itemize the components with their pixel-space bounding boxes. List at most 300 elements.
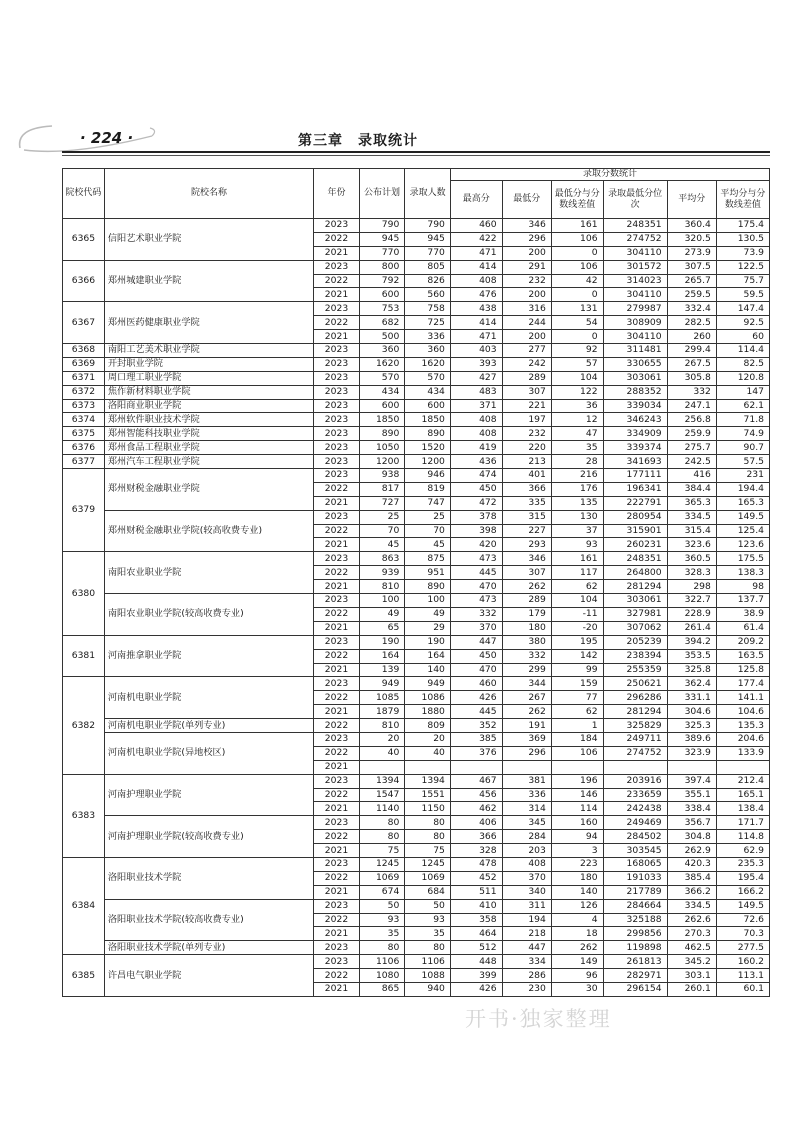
min-rank-cell: 308909 [603,316,667,330]
admitted-cell: 758 [405,302,451,316]
school-code-cell: 6381 [63,635,105,677]
avg-score-cell: 265.7 [667,274,716,288]
admitted-cell: 35 [405,927,451,941]
avg-score-cell: 356.7 [667,816,716,830]
min-rank-cell: 304110 [603,330,667,344]
school-name-cell: 洛阳职业技术学院(较高收费专业) [104,899,313,941]
admitted-cell: 336 [405,330,451,344]
min-diff-cell: 262 [551,941,603,955]
avg-diff-cell: 166.2 [716,885,769,899]
plan-cell: 360 [359,344,405,358]
year-cell: 2023 [314,219,360,233]
school-name-cell: 南阳农业职业学院(较高收费专业) [104,594,313,636]
min-score-cell: 296 [502,746,551,760]
max-score-cell: 460 [450,677,502,691]
plan-cell: 949 [359,677,405,691]
col-header-name: 院校名称 [104,169,313,219]
year-cell: 2023 [314,510,360,524]
min-diff-cell: 176 [551,482,603,496]
admitted-cell: 790 [405,219,451,233]
school-name-cell: 河南机电职业学院 [104,677,313,719]
admitted-cell: 190 [405,635,451,649]
admitted-cell: 49 [405,607,451,621]
plan-cell: 865 [359,982,405,996]
min-score-cell: 242 [502,357,551,371]
avg-score-cell: 260 [667,330,716,344]
plan-cell: 863 [359,552,405,566]
year-cell: 2021 [314,844,360,858]
max-score-cell: 511 [450,885,502,899]
admitted-cell: 819 [405,482,451,496]
year-cell: 2023 [314,941,360,955]
year-cell: 2021 [314,760,360,774]
school-name-cell: 河南护理职业学院 [104,774,313,816]
year-cell: 2023 [314,344,360,358]
admitted-cell: 946 [405,469,451,483]
avg-diff-cell: 133.9 [716,746,769,760]
min-rank-cell: 242438 [603,802,667,816]
min-diff-cell: 140 [551,885,603,899]
admitted-cell: 80 [405,816,451,830]
min-diff-cell: 142 [551,649,603,663]
table-row [63,899,770,913]
max-score-cell: 410 [450,899,502,913]
table-row [63,552,770,566]
min-rank-cell: 282971 [603,969,667,983]
school-code-cell: 6377 [63,455,105,469]
col-header-avg-diff: 平均分与分数线差值 [716,181,769,219]
min-diff-cell: 28 [551,455,603,469]
school-name-cell: 郑州食品工程职业学院 [104,441,313,455]
min-rank-cell: 119898 [603,941,667,955]
min-diff-cell: 0 [551,246,603,260]
admitted-cell: 945 [405,232,451,246]
table-body [63,219,770,997]
year-cell: 2023 [314,635,360,649]
plan-cell: 1080 [359,969,405,983]
min-rank-cell: 274752 [603,746,667,760]
plan-cell: 45 [359,538,405,552]
avg-score-cell: 332.4 [667,302,716,316]
plan-cell: 80 [359,816,405,830]
avg-score-cell: 365.3 [667,496,716,510]
school-name-cell: 河南推拿职业学院 [104,635,313,677]
max-score-cell: 450 [450,482,502,496]
min-rank-cell: 248351 [603,219,667,233]
max-score-cell: 426 [450,691,502,705]
admitted-cell: 747 [405,496,451,510]
min-score-cell: 340 [502,885,551,899]
avg-diff-cell: 175.4 [716,219,769,233]
min-rank-cell: 238394 [603,649,667,663]
school-code-cell: 6366 [63,260,105,302]
plan-cell: 40 [359,746,405,760]
admitted-cell: 949 [405,677,451,691]
plan-cell: 25 [359,510,405,524]
school-name-cell: 洛阳职业技术学院(单列专业) [104,941,313,955]
max-score-cell: 474 [450,469,502,483]
avg-diff-cell: 147 [716,385,769,399]
max-score-cell: 422 [450,232,502,246]
year-cell: 2022 [314,830,360,844]
min-diff-cell: 196 [551,774,603,788]
avg-score-cell: 299.4 [667,344,716,358]
max-score-cell: 450 [450,649,502,663]
avg-diff-cell: 147.4 [716,302,769,316]
col-header-plan: 公布计划 [359,169,405,219]
col-header-avg: 平均分 [667,181,716,219]
plan-cell: 1394 [359,774,405,788]
table-row [63,816,770,830]
col-header-admitted: 录取人数 [405,169,451,219]
school-code-cell: 6367 [63,302,105,344]
plan-cell: 1200 [359,455,405,469]
admitted-cell: 80 [405,830,451,844]
plan-cell [359,760,405,774]
school-name-cell: 周口理工职业学院 [104,371,313,385]
min-score-cell: 408 [502,857,551,871]
max-score-cell: 476 [450,288,502,302]
admitted-cell: 1200 [405,455,451,469]
avg-diff-cell: 163.5 [716,649,769,663]
avg-score-cell: 362.4 [667,677,716,691]
min-diff-cell: 131 [551,302,603,316]
year-cell: 2023 [314,399,360,413]
min-score-cell: 311 [502,899,551,913]
admitted-cell: 725 [405,316,451,330]
admitted-cell: 29 [405,621,451,635]
avg-score-cell: 353.5 [667,649,716,663]
min-rank-cell: 315901 [603,524,667,538]
min-score-cell: 332 [502,649,551,663]
avg-score-cell: 323.6 [667,538,716,552]
min-diff-cell: 184 [551,732,603,746]
min-rank-cell: 279987 [603,302,667,316]
plan-cell: 1245 [359,857,405,871]
admitted-cell: 570 [405,371,451,385]
year-cell: 2022 [314,607,360,621]
admitted-cell: 70 [405,524,451,538]
admitted-cell: 93 [405,913,451,927]
max-score-cell: 358 [450,913,502,927]
avg-score-cell: 259.5 [667,288,716,302]
col-header-min-rank: 录取最低分位次 [603,181,667,219]
min-diff-cell: 30 [551,982,603,996]
avg-diff-cell: 82.5 [716,357,769,371]
avg-score-cell: 304.8 [667,830,716,844]
avg-diff-cell: 209.2 [716,635,769,649]
max-score-cell: 328 [450,844,502,858]
school-code-cell: 6375 [63,427,105,441]
max-score-cell: 452 [450,871,502,885]
header-rule-thin [62,155,770,156]
year-cell: 2023 [314,774,360,788]
year-cell: 2022 [314,691,360,705]
avg-score-cell: 325.8 [667,663,716,677]
avg-diff-cell: 90.7 [716,441,769,455]
table-row [63,413,770,427]
min-diff-cell: 42 [551,274,603,288]
min-score-cell: 366 [502,482,551,496]
min-rank-cell: 233659 [603,788,667,802]
school-name-cell: 河南机电职业学院(异地校区) [104,732,313,774]
plan-cell: 939 [359,566,405,580]
max-score-cell: 448 [450,955,502,969]
min-score-cell: 227 [502,524,551,538]
max-score-cell: 483 [450,385,502,399]
avg-diff-cell: 57.5 [716,455,769,469]
table-row [63,441,770,455]
table-row [63,219,770,233]
plan-cell: 190 [359,635,405,649]
school-code-cell: 6382 [63,677,105,774]
year-cell: 2022 [314,969,360,983]
school-name-cell: 郑州医药健康职业学院 [104,302,313,344]
avg-diff-cell: 38.9 [716,607,769,621]
plan-cell: 434 [359,385,405,399]
avg-diff-cell: 120.8 [716,371,769,385]
plan-cell: 1085 [359,691,405,705]
admitted-cell: 875 [405,552,451,566]
min-diff-cell: 106 [551,260,603,274]
school-code-cell: 6374 [63,413,105,427]
plan-cell: 80 [359,830,405,844]
min-rank-cell: 346243 [603,413,667,427]
min-diff-cell: 4 [551,913,603,927]
year-cell: 2022 [314,274,360,288]
min-rank-cell: 303545 [603,844,667,858]
year-cell: 2023 [314,413,360,427]
avg-score-cell: 261.4 [667,621,716,635]
max-score-cell: 378 [450,510,502,524]
min-rank-cell: 250621 [603,677,667,691]
page-number: · 224 · [80,129,134,147]
min-rank-cell: 249469 [603,816,667,830]
avg-score-cell: 260.1 [667,982,716,996]
max-score-cell: 427 [450,371,502,385]
min-score-cell: 307 [502,566,551,580]
min-score-cell: 286 [502,969,551,983]
admitted-cell: 684 [405,885,451,899]
min-score-cell: 299 [502,663,551,677]
min-score-cell: 213 [502,455,551,469]
header-rule [62,151,770,153]
min-diff-cell: 180 [551,871,603,885]
table-row [63,357,770,371]
admitted-cell: 805 [405,260,451,274]
avg-score-cell: 338.4 [667,802,716,816]
admitted-cell: 1088 [405,969,451,983]
avg-diff-cell: 73.9 [716,246,769,260]
year-cell: 2021 [314,621,360,635]
year-cell: 2022 [314,649,360,663]
min-rank-cell: 274752 [603,232,667,246]
min-rank-cell: 191033 [603,871,667,885]
min-diff-cell: 159 [551,677,603,691]
admitted-cell: 1069 [405,871,451,885]
min-score-cell: 232 [502,274,551,288]
min-diff-cell: 216 [551,469,603,483]
max-score-cell: 462 [450,802,502,816]
max-score-cell: 456 [450,788,502,802]
avg-diff-cell: 72.6 [716,913,769,927]
col-header-min-diff: 最低分与分数线差值 [551,181,603,219]
min-diff-cell: 93 [551,538,603,552]
admitted-cell: 1245 [405,857,451,871]
plan-cell: 817 [359,482,405,496]
year-cell: 2021 [314,885,360,899]
admitted-cell: 560 [405,288,451,302]
min-rank-cell: 168065 [603,857,667,871]
min-rank-cell: 249711 [603,732,667,746]
school-code-cell: 6368 [63,344,105,358]
min-score-cell: 262 [502,580,551,594]
admitted-cell: 360 [405,344,451,358]
max-score-cell: 393 [450,357,502,371]
min-diff-cell: 77 [551,691,603,705]
table-row [63,594,770,608]
avg-score-cell: 389.6 [667,732,716,746]
min-rank-cell: 217789 [603,885,667,899]
table-row [63,732,770,746]
min-rank-cell: 248351 [603,552,667,566]
plan-cell: 1850 [359,413,405,427]
table-row [63,857,770,871]
min-diff-cell: 149 [551,955,603,969]
avg-score-cell: 331.1 [667,691,716,705]
watermark-text: 开书·独家整理 [465,1007,612,1031]
admitted-cell: 25 [405,510,451,524]
school-name-cell: 河南护理职业学院(较高收费专业) [104,816,313,858]
min-diff-cell: 94 [551,830,603,844]
min-rank-cell: 301572 [603,260,667,274]
min-diff-cell: 104 [551,371,603,385]
admitted-cell: 890 [405,580,451,594]
admitted-cell: 140 [405,663,451,677]
max-score-cell: 467 [450,774,502,788]
min-rank-cell: 284502 [603,830,667,844]
school-name-cell: 南阳工艺美术职业学院 [104,344,313,358]
year-cell: 2023 [314,816,360,830]
school-code-cell: 6372 [63,385,105,399]
avg-diff-cell: 130.5 [716,232,769,246]
max-score-cell: 471 [450,246,502,260]
col-header-min: 最低分 [502,181,551,219]
min-rank-cell: 222791 [603,496,667,510]
max-score-cell: 414 [450,260,502,274]
school-name-cell: 许昌电气职业学院 [104,955,313,997]
avg-diff-cell [716,760,769,774]
min-rank-cell: 196341 [603,482,667,496]
avg-score-cell: 394.2 [667,635,716,649]
avg-diff-cell: 60 [716,330,769,344]
min-diff-cell: 160 [551,816,603,830]
admitted-cell: 890 [405,427,451,441]
table-row [63,260,770,274]
min-score-cell: 346 [502,219,551,233]
admitted-cell: 770 [405,246,451,260]
max-score-cell: 445 [450,705,502,719]
min-score-cell: 200 [502,288,551,302]
admitted-cell: 1551 [405,788,451,802]
avg-score-cell: 304.6 [667,705,716,719]
plan-cell: 65 [359,621,405,635]
year-cell: 2023 [314,857,360,871]
max-score-cell: 408 [450,427,502,441]
plan-cell: 93 [359,913,405,927]
year-cell: 2022 [314,788,360,802]
table-row [63,399,770,413]
min-score-cell: 307 [502,385,551,399]
min-rank-cell: 339374 [603,441,667,455]
table-row [63,385,770,399]
plan-cell: 35 [359,927,405,941]
avg-diff-cell: 165.3 [716,496,769,510]
min-score-cell: 381 [502,774,551,788]
col-header-code: 院校代码 [63,169,105,219]
plan-cell: 753 [359,302,405,316]
school-code-cell: 6383 [63,774,105,857]
min-score-cell: 336 [502,788,551,802]
avg-score-cell: 247.1 [667,399,716,413]
min-score-cell: 197 [502,413,551,427]
plan-cell: 80 [359,941,405,955]
min-score-cell: 369 [502,732,551,746]
school-code-cell: 6369 [63,357,105,371]
max-score-cell: 472 [450,496,502,510]
min-rank-cell: 327981 [603,607,667,621]
school-name-cell: 洛阳职业技术学院 [104,857,313,899]
avg-score-cell: 242.5 [667,455,716,469]
avg-score-cell: 228.9 [667,607,716,621]
year-cell: 2022 [314,524,360,538]
admitted-cell: 1086 [405,691,451,705]
year-cell: 2021 [314,246,360,260]
admitted-cell: 1850 [405,413,451,427]
avg-score-cell: 355.1 [667,788,716,802]
min-diff-cell: 92 [551,344,603,358]
school-code-cell: 6376 [63,441,105,455]
year-cell: 2021 [314,705,360,719]
plan-cell: 810 [359,580,405,594]
min-diff-cell: 122 [551,385,603,399]
col-header-max: 最高分 [450,181,502,219]
min-score-cell: 346 [502,552,551,566]
school-code-cell: 6384 [63,857,105,954]
avg-score-cell: 275.7 [667,441,716,455]
school-name-cell: 郑州智能科技职业学院 [104,427,313,441]
avg-score-cell: 462.5 [667,941,716,955]
min-diff-cell: 106 [551,746,603,760]
max-score-cell: 408 [450,413,502,427]
min-score-cell: 289 [502,594,551,608]
min-diff-cell: 130 [551,510,603,524]
min-diff-cell: 1 [551,719,603,733]
admitted-cell: 940 [405,982,451,996]
plan-cell: 100 [359,594,405,608]
school-name-cell: 河南机电职业学院(单列专业) [104,719,313,733]
min-score-cell: 232 [502,427,551,441]
min-rank-cell: 304110 [603,246,667,260]
min-score-cell: 221 [502,399,551,413]
avg-diff-cell: 175.5 [716,552,769,566]
plan-cell: 674 [359,885,405,899]
plan-cell: 1140 [359,802,405,816]
avg-score-cell: 397.4 [667,774,716,788]
admitted-cell: 164 [405,649,451,663]
avg-score-cell: 360.4 [667,219,716,233]
min-diff-cell: 117 [551,566,603,580]
